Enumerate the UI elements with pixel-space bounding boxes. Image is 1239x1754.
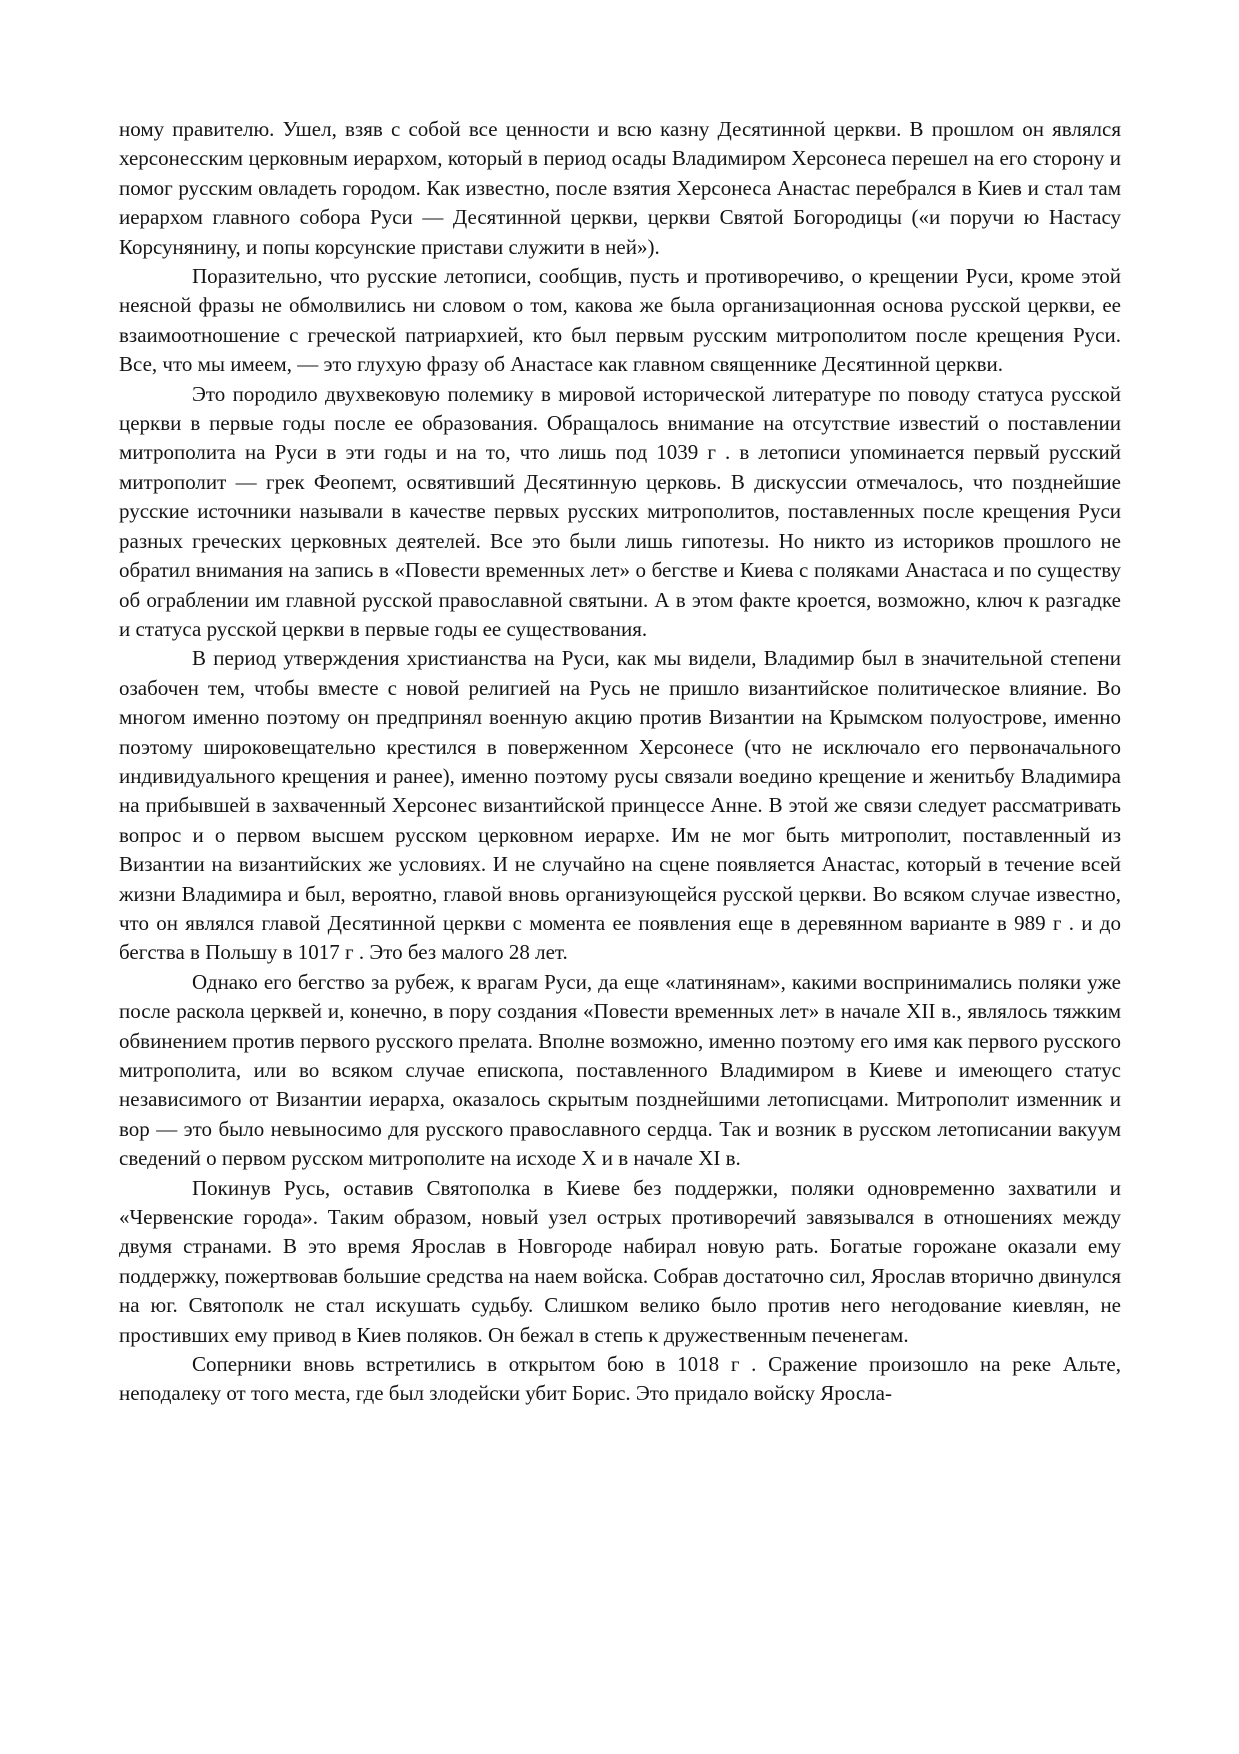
paragraph: Однако его бегство за рубеж, к врагам Руси, да еще «латинянам», какими воспринимались поляки уже после раскола церквей и, конечно, в пору создания «Повести временных лет» в начале XII в., являлось тяжким обвинением против первого русского прелата. Вполне возможно, именно поэтому его имя как первого русского митрополита, или во всяком случае епископа, поставленного Владимиром в Киеве и имеющего статус независимого от Византии иерарха, оказалось скрытым позднейшими летописцами. Митрополит изменник и вор — это было невыносимо для русского православного сердца. Так и возник в русском летописании вакуум сведений о первом русском митрополите на исходе X и в начале XI в. [119, 969, 1121, 1171]
paragraph: Соперники вновь встретились в открытом бою в 1018 г . Сражение произошло на реке Альте, неподалеку от того места, где был злодейски убит Борис. Это придало войску Яросла- [119, 1352, 1121, 1406]
paragraph: В период утверждения христианства на Руси, как мы видели, Владимир был в значительной степени озабочен тем, чтобы вместе с новой религией на Русь не пришло византийское политическое влияние. Во многом именно поэтому он предпринял военную акцию против Византии на Крымском полуострове, именно поэтому широковещательно крестился в поверженном Херсонесе (что не исключало его первоначального индивидуального крещения и ранее), именно поэтому русы связали воедино крещение и женитьбу Владимира на прибывшей в захваченный Херсонес византийской принцессе Анне. В этой же связи следует рассматривать вопрос и о первом высшем русском церковном иерархе. Им не мог быть митрополит, поставленный из Византии на византийских же условиях. И не случайно на сцене появляется Анастас, который в течение всей жизни Владимира и был, вероятно, главой вновь организующейся русской церкви. Во всяком случае известно, что он являлся главой Десятинной церкви с момента ее появления еще в деревянном варианте в 989 г . и до бегства в Польшу в 1017 г . Это без малого 28 лет. [119, 646, 1121, 965]
paragraph: Покинув Русь, оставив Святополка в Киеве без поддержки, поляки одновременно захватили и «Червенские города». Таким образом, новый узел острых противоречий завязывался в отношениях между двумя странами. В это время Ярослав в Новгороде набирал новую рать. Богатые горожане оказали ему поддержку, пожертвовав большие средства на наем войска. Собрав достаточно сил, Ярослав вторично двинулся на юг. Святополк не стал искушать судьбу. Слишком велико было против него негодование киевлян, не простивших ему привод в Киев поляков. Он бежал в степь к дружественным печенегам. [119, 1175, 1121, 1347]
paragraph: Поразительно, что русские летописи, сообщив, пусть и противоречиво, о крещении Руси, кроме этой неясной фразы не обмолвились ни словом о том, какова же была организационная основа русской церкви, ее взаимоотношение с греческой патриархией, кто был первым русским митрополитом после крещения Руси. Все, что мы имеем, — это глухую фразу об Анастасе как главном священнике Десятинной церкви. [119, 264, 1121, 377]
document-page [119, 115, 1121, 1409]
paragraph: Это породило двухвековую полемику в мировой исторической литературе по поводу статуса русской церкви в первые годы после ее образования. Обращалось внимание на отсутствие известий о поставлении митрополита на Руси в эти годы и на то, что лишь под 1039 г . в летописи упоминается первый русский митрополит — грек Феопемт, освятивший Десятинную церковь. В дискуссии отмечалось, что позднейшие русские источники называли в качестве первых русских митрополитов, поставленных после крещения Руси разных греческих церковных деятелей. Все это были лишь гипотезы. Но никто из историков прошлого не обратил внимания на запись в «Повести временных лет» о бегстве и Киева с поляками Анастаса и по существу об ограблении им главной русской православной святыни. А в этом факте кроется, возможно, ключ к разгадке и статуса русской церкви в первые годы ее существования. [119, 381, 1121, 641]
paragraph: ному правителю. Ушел, взяв с собой все ценности и всю казну Десятинной церкви. В прошлом он являлся херсонесским церковным иерархом, который в период осады Владимиром Херсонеса перешел на его сторону и помог русским овладеть городом. Как известно, после взятия Херсонеса Анастас перебрался в Киев и стал там иерархом главного собора Руси — Десятинной церкви, церкви Святой Богородицы («и поручи ю Настасу Корсунянину, и попы корсунские пристави служити в ней»). [119, 117, 1121, 259]
